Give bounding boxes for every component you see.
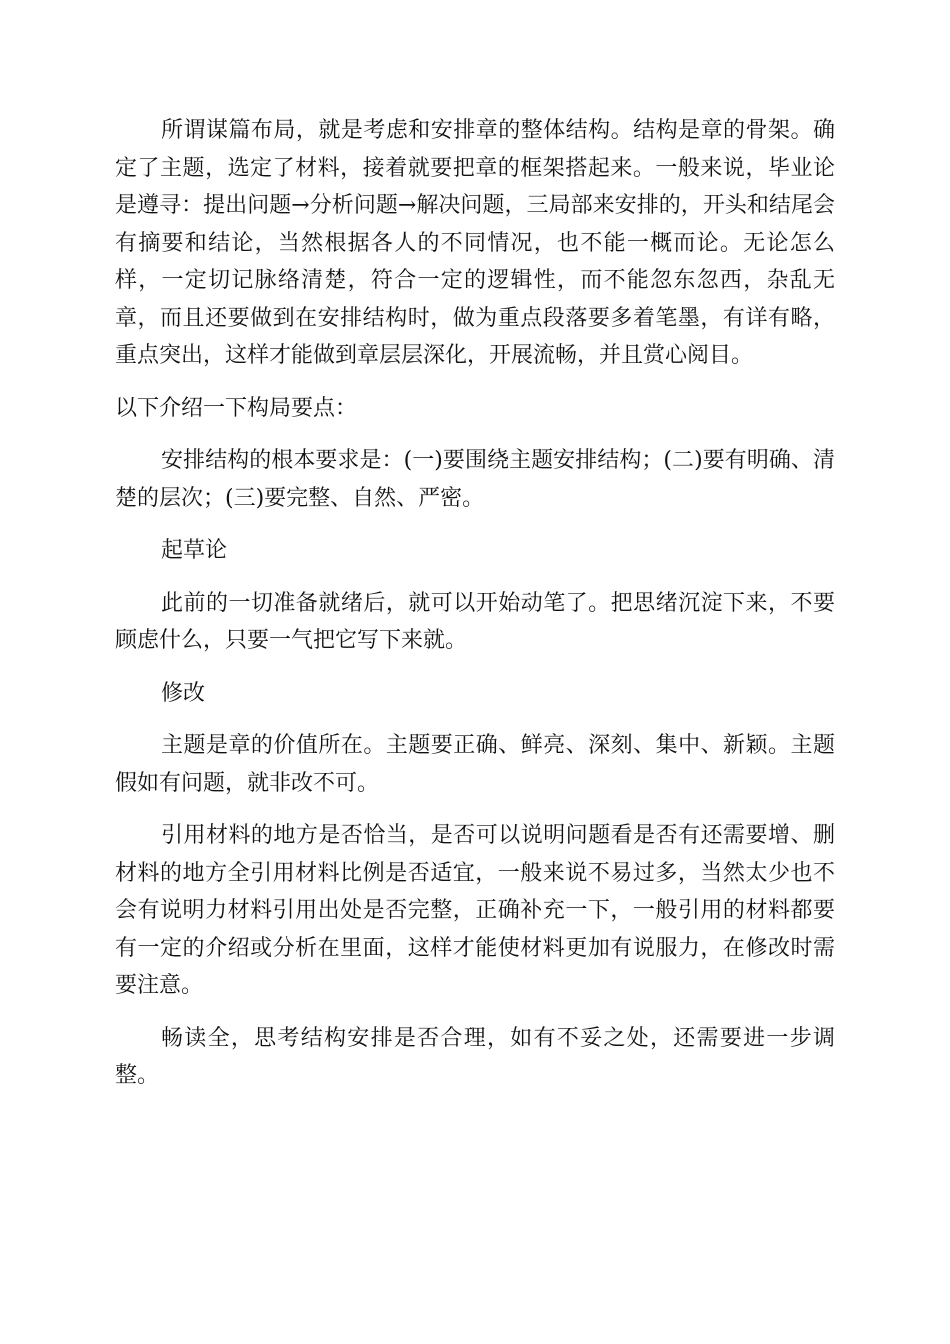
drafting-paragraph: 此前的一切准备就绪后，就可以开始动笔了。把思绪沉淀下来，不要顾虑什么，只要一气把它写下来就。	[115, 590, 835, 653]
intro-paragraph: 所谓谋篇布局，就是考虑和安排章的整体结构。结构是章的骨架。确定了主题，选定了材料，接着就要把章的框架搭起来。一般来说，毕业论是遵寻：提出问题→分析问题→解决问题，三局部来安排的，开头和结尾会有摘要和结论，当然根据各人的不同情况，也不能一概而论。无论怎么样，一定切记脉络清楚，符合一定的逻辑性，而不能忽东忽西，杂乱无章，而且还要做到在安排结构时，做为重点段落要多着笔墨，有详有略，重点突出，这样才能做到章层层深化，开展流畅，并且赏心阅目。	[115, 118, 835, 368]
section-heading-revision: 修改	[161, 680, 206, 706]
layout-points-intro: 以下介绍一下构局要点：	[115, 395, 358, 421]
section-heading-drafting: 起草论	[161, 538, 228, 563]
structure-revision-paragraph: 畅读全，思考结构安排是否合理，如有不妥之处，还需要进一步调整。	[115, 1025, 835, 1088]
document-body	[115, 112, 835, 1110]
materials-revision-paragraph: 引用材料的地方是否恰当，是否可以说明问题看是否有还需要增、删材料的地方全引用材料比例是否适宜，一般来说不易过多，当然太少也不会有说明力材料引用出处是否完整，正确补充一下，一般引用的材料都要有一定的介绍或分析在里面，这样才能使材料更加有说服力，在修改时需要注意。	[115, 823, 835, 998]
structure-requirements-paragraph: 安排结构的根本要求是：(一)要围绕主题安排结构；(二)要有明确、清楚的层次；(三)要完整、自然、严密。	[115, 448, 835, 511]
theme-revision-paragraph: 主题是章的价值所在。主题要正确、鲜亮、深刻、集中、新颖。主题假如有问题，就非改不可。	[115, 733, 835, 796]
